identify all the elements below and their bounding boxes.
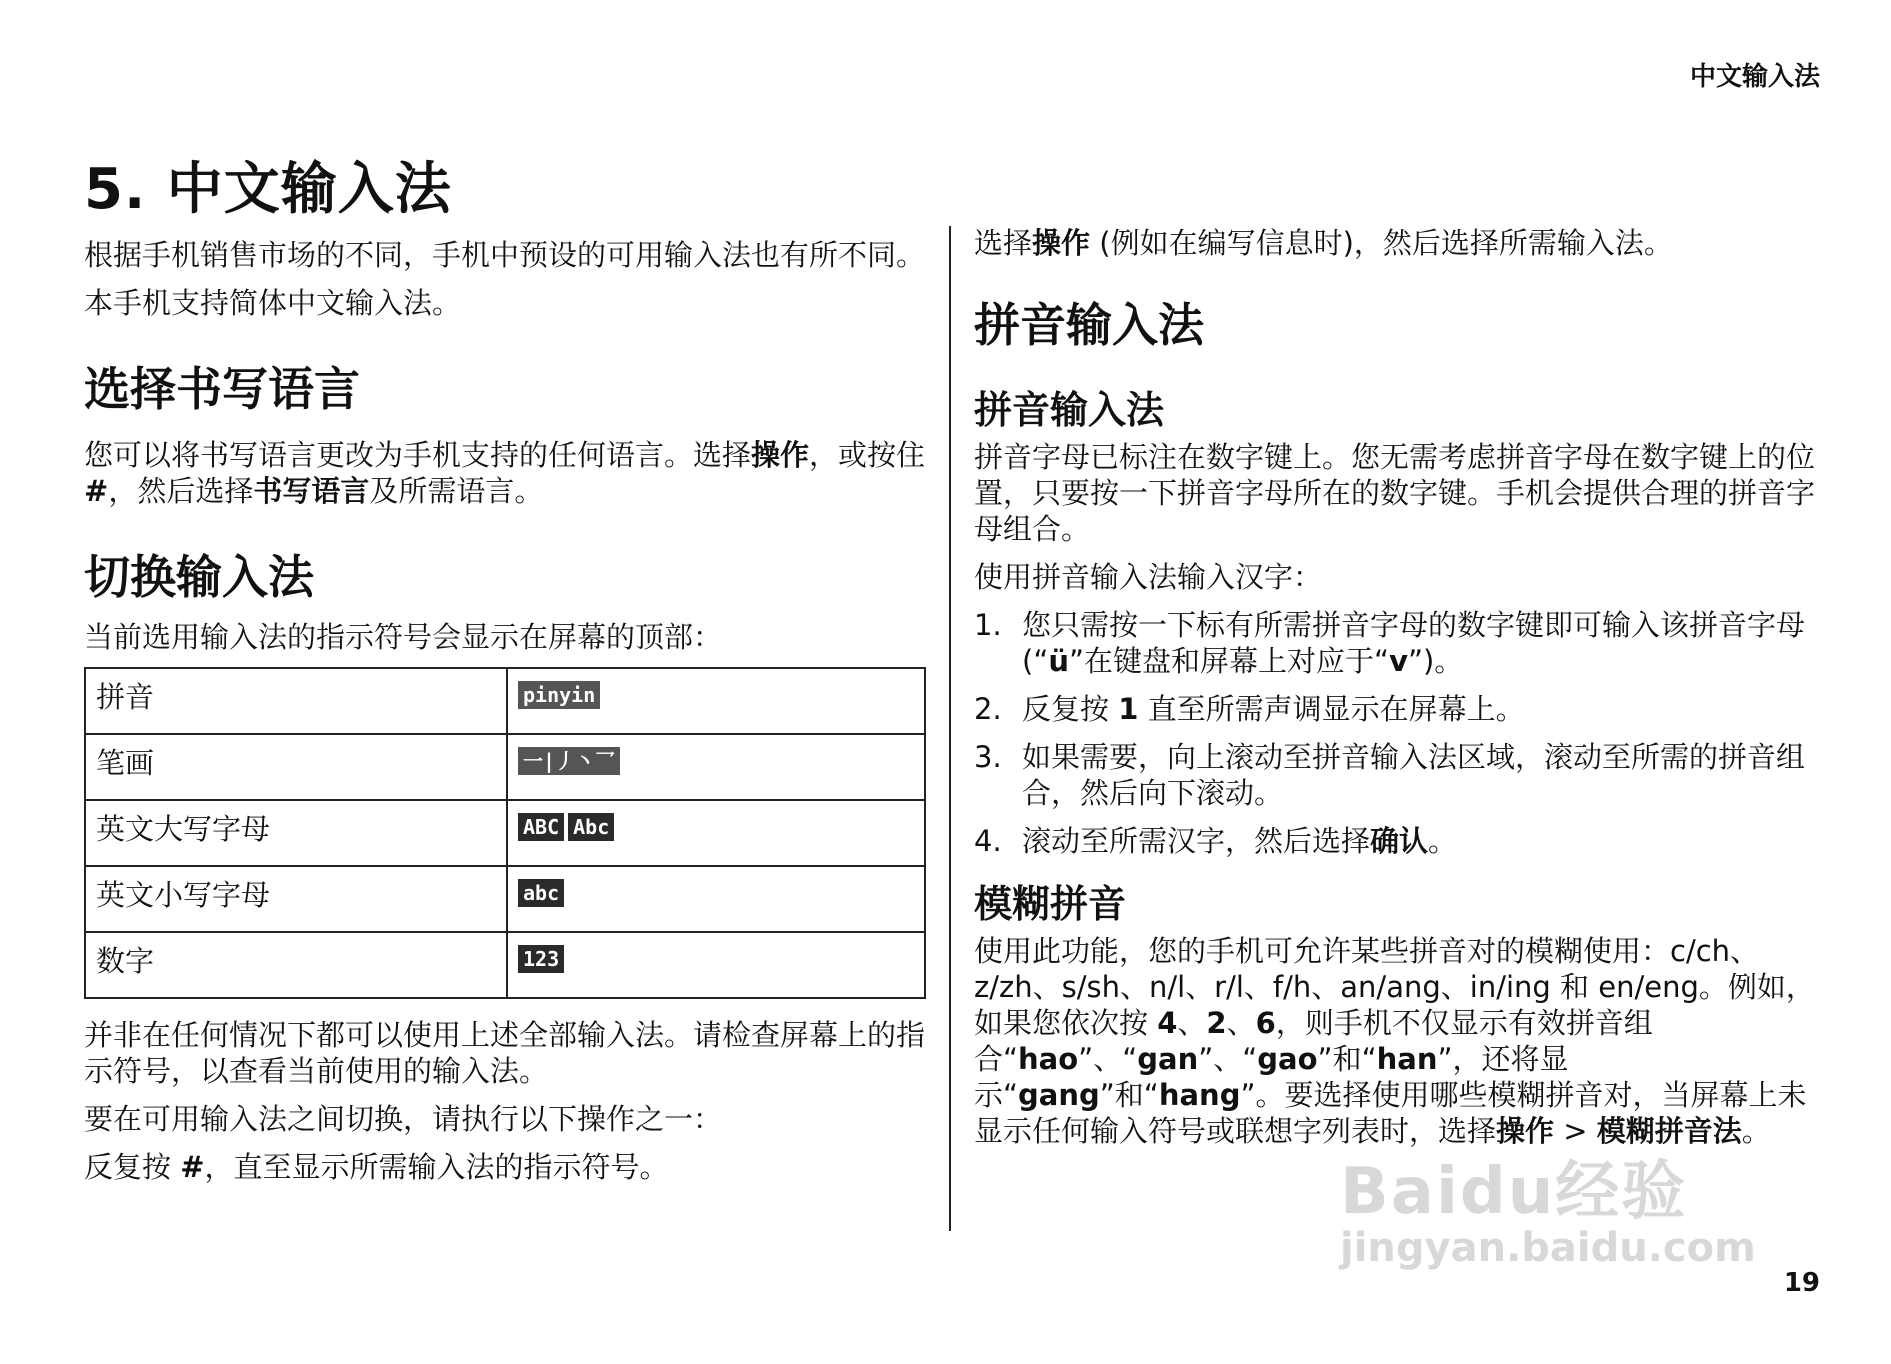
fuzzy-pinyin-paragraph: 使用此功能，您的手机可允许某些拼音对的模糊使用：c/ch、z/zh、s/sh、n/l、r/l、f/h、an/ang、in/ing 和 en/eng。例如，如果您依次按 4、2、6，则手机不仅显示有效拼音组合“hao”、“gan”、“gao”和“han”，还将显示“gang”和“hang”。要选择使用哪些模糊拼音对，当屏幕上未显示任何输入符号或联想字列表时，选择操作 > 模糊拼音法。 [974, 934, 1815, 1148]
subsection-title-fuzzy-pinyin: 模糊拼音 [974, 882, 1127, 926]
right-column [974, 225, 1820, 1161]
page-number: 19 [1783, 1268, 1820, 1298]
section-title-pinyin: 拼音输入法 [974, 298, 1204, 352]
list-item: 4. 滚动至所需汉字，然后选择确认。 [974, 824, 1458, 858]
input-indicator-table [84, 667, 926, 999]
switch-input-paragraph-4: 反复按 #，直至显示所需输入法的指示符号。 [84, 1150, 669, 1184]
left-column [84, 237, 926, 1197]
sentence-case-indicator-icon: Abc [568, 813, 614, 841]
running-header: 中文输入法 [1689, 62, 1820, 92]
table-cell-indicator [507, 866, 925, 932]
table-cell-indicator [507, 800, 925, 866]
pinyin-paragraph-2: 使用拼音输入法输入汉字： [974, 560, 1323, 594]
section-title-switch-input: 切换输入法 [84, 550, 314, 604]
list-item: 3. 如果需要，向上滚动至拼音输入法区域，滚动至所需的拼音组合，然后向下滚动。 [974, 740, 1806, 810]
table-cell-indicator [507, 734, 925, 800]
table-cell-label: 拼音 [85, 668, 507, 734]
pinyin-steps-list [974, 607, 1820, 859]
switch-input-paragraph-3: 要在可用输入法之间切换，请执行以下操作之一： [84, 1102, 723, 1136]
baidu-watermark: Baidu经验 jingyan.baidu.com [1340, 1155, 1756, 1271]
list-item: 1. 您只需按一下标有所需拼音字母的数字键即可输入该拼音字母 (“ü”在键盘和屏幕上对应于“v”)。 [974, 608, 1806, 678]
table-cell-label: 笔画 [85, 734, 507, 800]
section-title-writing-language: 选择书写语言 [84, 362, 360, 416]
table-row [85, 866, 925, 932]
stroke-indicator-icon: 一|丿丶乛 [518, 747, 620, 775]
table-row [85, 932, 925, 998]
numeric-indicator-icon: 123 [518, 945, 564, 973]
list-item: 2. 反复按 1 直至所需声调显示在屏幕上。 [974, 692, 1525, 726]
table-cell-label: 英文大写字母 [85, 800, 507, 866]
continued-paragraph: 选择操作 (例如在编写信息时)，然后选择所需输入法。 [974, 226, 1673, 260]
writing-language-paragraph: 您可以将书写语言更改为手机支持的任何语言。选择操作，或按住 #，然后选择书写语言及所需语言。 [84, 438, 926, 508]
switch-input-paragraph-2: 并非在任何情况下都可以使用上述全部输入法。请检查屏幕上的指示符号，以查看当前使用的输入法。 [84, 1018, 926, 1088]
chapter-title: 5. 中文输入法 [84, 157, 452, 222]
table-cell-indicator [507, 668, 925, 734]
intro-paragraph-1: 根据手机销售市场的不同，手机中预设的可用输入法也有所不同。 [84, 238, 926, 272]
table-cell-label: 数字 [85, 932, 507, 998]
table-row [85, 734, 925, 800]
table-cell-label: 英文小写字母 [85, 866, 507, 932]
intro-paragraph-2: 本手机支持简体中文输入法。 [84, 286, 462, 320]
table-row [85, 800, 925, 866]
pinyin-paragraph-1: 拼音字母已标注在数字键上。您无需考虑拼音字母在数字键上的位置，只要按一下拼音字母所在的数字键。手机会提供合理的拼音字母组合。 [974, 440, 1816, 546]
pinyin-indicator-icon: pinyin [518, 681, 600, 709]
lowercase-indicator-icon: abc [518, 879, 564, 907]
table-row [85, 668, 925, 734]
column-divider [949, 226, 951, 1231]
subsection-title-pinyin: 拼音输入法 [974, 388, 1165, 432]
switch-input-paragraph-1: 当前选用输入法的指示符号会显示在屏幕的顶部： [84, 620, 723, 654]
table-cell-indicator [507, 932, 925, 998]
uppercase-indicator-icon: ABC [518, 813, 564, 841]
